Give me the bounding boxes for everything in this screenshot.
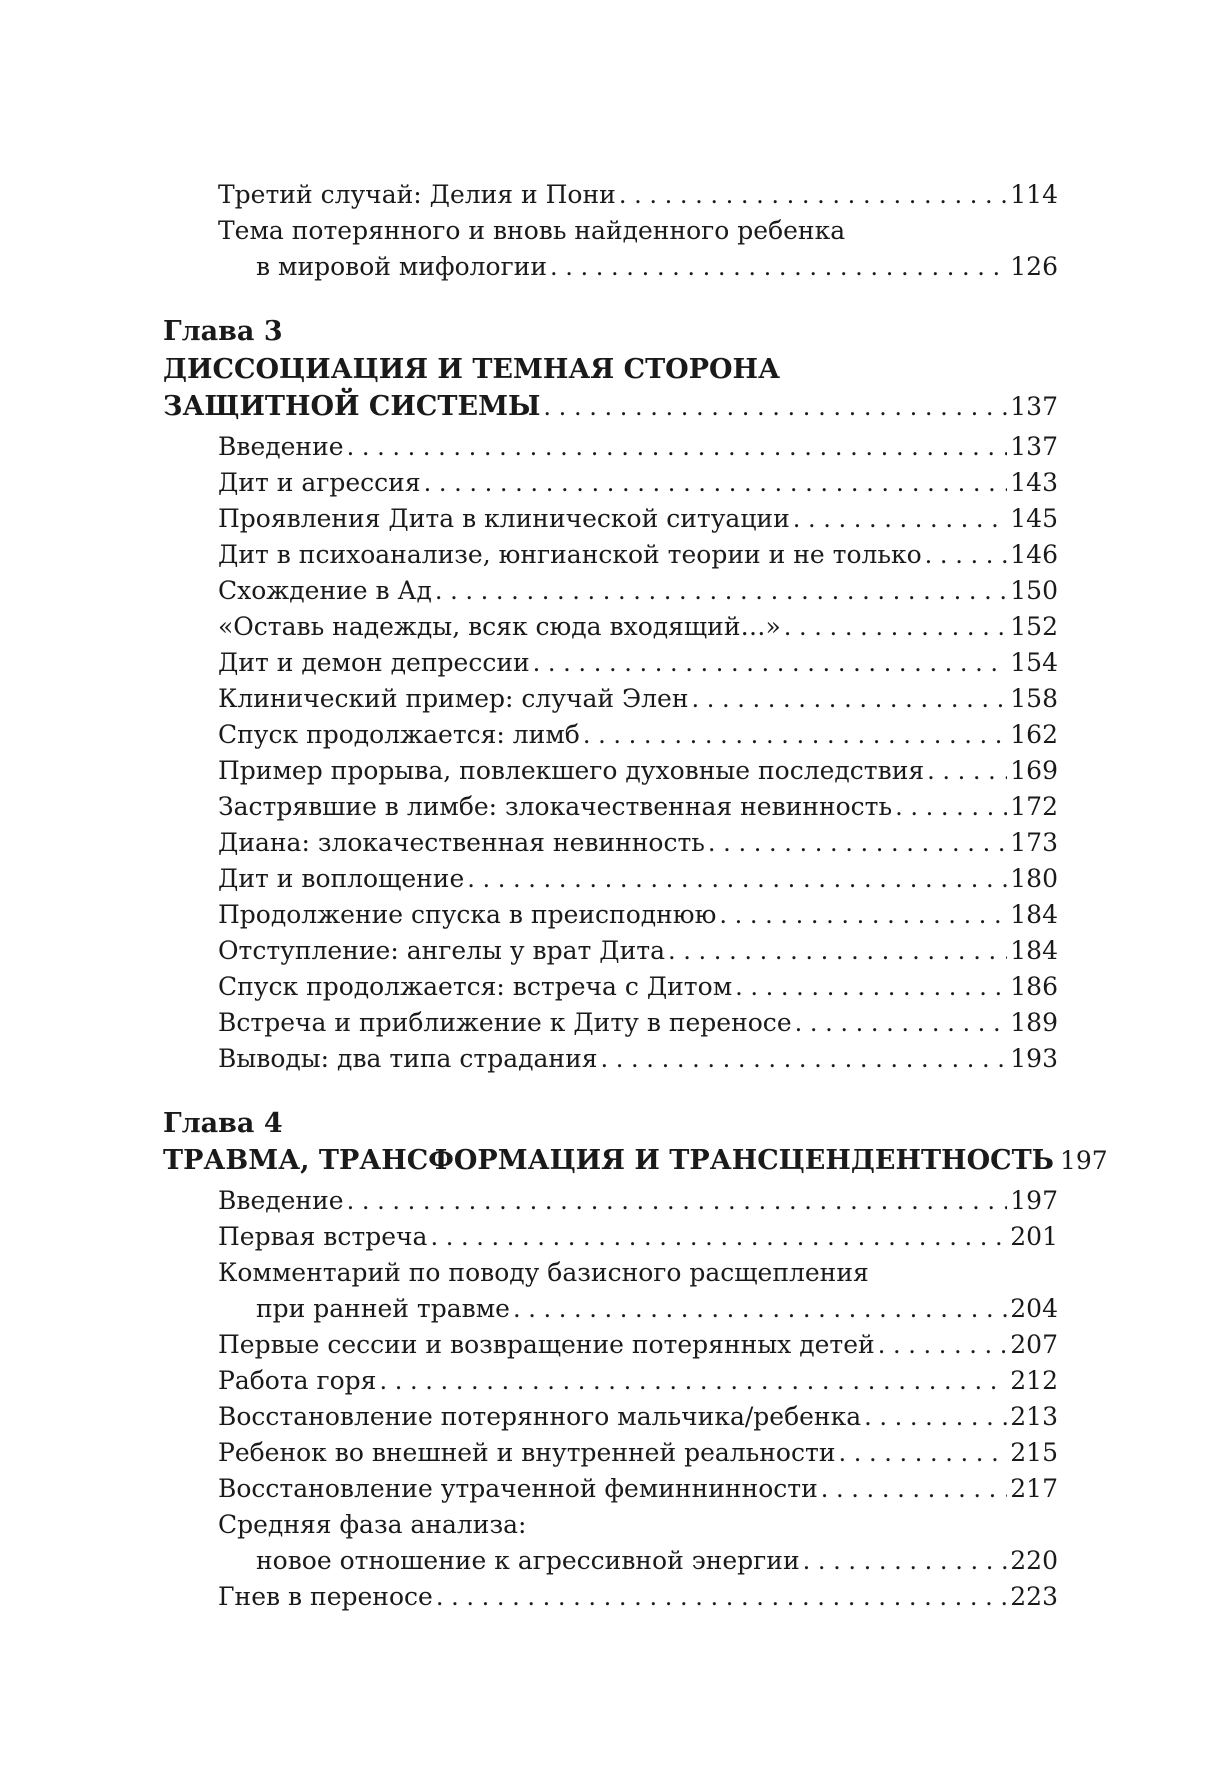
toc-entry [163,969,1058,1005]
toc-entry [163,1327,1058,1363]
toc-entry-page: 126 [1010,252,1058,281]
toc-entry-page: 152 [1010,612,1058,641]
toc-leader-dots [793,501,1008,537]
toc-leader-dots [436,1579,1007,1615]
spacer [163,285,1058,313]
toc-leader-dots [838,1435,1007,1471]
toc-entry [163,753,1058,789]
toc-entry [163,465,1058,501]
toc-entry [163,897,1058,933]
toc-entry-title: Работа горя [218,1366,377,1395]
toc-entry-page: 197 [1010,1186,1058,1215]
toc-entry [163,501,1058,537]
toc-entry-title: Введение [218,1186,344,1215]
toc-entry [163,1579,1058,1615]
toc-entry [163,609,1058,645]
toc-entry [163,717,1058,753]
toc-leader-dots [424,465,1008,501]
chapter-label: Глава 3 [163,316,283,347]
toc-entry-page: 137 [1010,432,1058,461]
toc-leader-dots [430,1219,1007,1255]
toc-entry-title-line: Средняя фаза анализа: [218,1510,527,1539]
chapter-title: ТРАВМА, ТРАНСФОРМАЦИЯ И ТРАНСЦЕНДЕНТНОСТЬ [163,1145,1054,1176]
table-of-contents [163,177,1108,1615]
toc-entry-title-line: Комментарий по поводу базисного расщепления [218,1258,869,1287]
toc-entry-title: Первые сессии и возвращение потерянных детей [218,1330,875,1359]
toc-entry [163,573,1058,609]
toc-leader-dots [927,753,1007,789]
toc-entry-title: Встреча и приближение к Диту в переносе [218,1008,792,1037]
toc-leader-dots [435,573,1007,609]
toc-entry-page: 189 [1010,1008,1058,1037]
toc-entry [163,1219,1058,1255]
toc-entry [163,1005,1058,1041]
toc-entry-page: 184 [1010,900,1058,929]
chapter-title: ЗАЩИТНОЙ СИСТЕМЫ [163,391,541,422]
toc-leader-dots [347,1183,1008,1219]
spacer [163,1077,1058,1105]
toc-entry-title: Спуск продолжается: встреча с Дитом [218,972,733,1001]
toc-entry-page: 180 [1010,864,1058,893]
toc-entry-page: 213 [1010,1402,1058,1431]
toc-entry [163,645,1058,681]
toc-entry-title: Проявления Дита в клинической ситуации [218,504,790,533]
toc-entry-page: 172 [1010,792,1058,821]
toc-entry-title: Отступление: ангелы у врат Дита [218,936,666,965]
toc-entry [163,177,1058,213]
toc-leader-dots [583,717,1007,753]
toc-entry-page: 215 [1010,1438,1058,1467]
toc-entry-title: Пример прорыва, повлекшего духовные последствия [218,756,925,785]
toc-leader-dots [895,789,1007,825]
toc-entry-title: Клинический пример: случай Элен [218,684,689,713]
toc-leader-dots [821,1471,1008,1507]
toc-entry-page: 193 [1010,1044,1058,1073]
chapter-title-entry [163,1143,1108,1179]
toc-leader-dots [467,861,1007,897]
toc-entry-title: Введение [218,432,344,461]
toc-leader-dots [513,1291,1007,1327]
toc-entry-page: 154 [1010,648,1058,677]
chapter-page: 137 [1010,392,1058,421]
toc-entry [163,1041,1058,1077]
toc-entry-title: Выводы: два типа страдания [218,1044,598,1073]
toc-entry-page: 169 [1010,756,1058,785]
toc-entry-page: 143 [1010,468,1058,497]
toc-entry-page: 204 [1010,1294,1058,1323]
toc-entry-page: 114 [1010,180,1058,209]
toc-leader-dots [878,1327,1008,1363]
toc-leader-dots [708,825,1007,861]
toc-leader-dots [379,1363,1007,1399]
toc-entry [163,1435,1058,1471]
toc-entry [163,537,1058,573]
toc-entry-title: Гнев в переносе [218,1582,433,1611]
toc-entry [163,1471,1058,1507]
toc-entry-title: Продолжение спуска в преисподнюю [218,900,717,929]
toc-entry-page: 145 [1010,504,1058,533]
toc-leader-dots [719,897,1007,933]
chapter-label: Глава 4 [163,1108,283,1139]
toc-leader-dots [601,1041,1008,1077]
toc-entry-title: Дит и воплощение [218,864,465,893]
toc-entry-title: Восстановление потерянного мальчика/ребенка [218,1402,862,1431]
toc-entry-title-line: в мировой мифологии [256,252,548,281]
toc-entry-page: 186 [1010,972,1058,1001]
toc-entry-title: Восстановление утраченной феминнинности [218,1474,818,1503]
toc-entry [163,1183,1058,1219]
toc-leader-dots [668,933,1007,969]
toc-entry [163,249,1058,285]
toc-leader-dots [543,389,1007,425]
toc-entry [163,1291,1058,1327]
toc-entry-page: 173 [1010,828,1058,857]
toc-entry-title-line: новое отношение к агрессивной энергии [256,1546,800,1575]
toc-entry-page: 158 [1010,684,1058,713]
toc-entry [163,1543,1058,1579]
toc-leader-dots [533,645,1008,681]
toc-entry [163,933,1058,969]
toc-entry-page: 207 [1010,1330,1058,1359]
toc-entry-title: «Оставь надежды, всяк сюда входящий…» [218,612,781,641]
toc-entry-title: Третий случай: Делия и Пони [218,180,616,209]
toc-entry-title: Дит и демон депрессии [218,648,530,677]
toc-entry-page: 162 [1010,720,1058,749]
toc-entry-page: 220 [1010,1546,1058,1575]
toc-entry-page: 146 [1010,540,1058,569]
toc-leader-dots [784,609,1008,645]
toc-entry [163,861,1058,897]
toc-entry-title: Спуск продолжается: лимб [218,720,580,749]
toc-entry-title: Застрявшие в лимбе: злокачественная невинность [218,792,893,821]
toc-entry-title: Диана: злокачественная невинность [218,828,705,857]
toc-entry [163,429,1058,465]
toc-entry [163,789,1058,825]
toc-entry-page: 217 [1010,1474,1058,1503]
toc-entry-title: Ребенок во внешней и внутренней реальности [218,1438,836,1467]
toc-entry-title: Дит и агрессия [218,468,421,497]
chapter-title: ДИССОЦИАЦИЯ И ТЕМНАЯ СТОРОНА [163,354,781,385]
toc-entry-page: 212 [1010,1366,1058,1395]
toc-entry-title-line: Тема потерянного и вновь найденного ребенка [218,216,846,245]
toc-entry-page: 150 [1010,576,1058,605]
toc-entry-page: 201 [1010,1222,1058,1251]
toc-leader-dots [550,249,1007,285]
toc-entry [163,1399,1058,1435]
toc-entry [163,681,1058,717]
toc-entry [163,825,1058,861]
toc-entry [163,1363,1058,1399]
toc-entry-page: 223 [1010,1582,1058,1611]
chapter-page: 197 [1059,1146,1108,1175]
toc-leader-dots [735,969,1007,1005]
toc-leader-dots [347,429,1008,465]
toc-leader-dots [619,177,1007,213]
toc-leader-dots [803,1543,1008,1579]
toc-entry-title: Дит в психоанализе, юнгианской теории и не только [218,540,922,569]
toc-leader-dots [925,537,1008,573]
toc-entry-title-line: при ранней травме [256,1294,510,1323]
toc-leader-dots [864,1399,1007,1435]
toc-entry-page: 184 [1010,936,1058,965]
toc-entry-title: Первая встреча [218,1222,428,1251]
toc-leader-dots [691,681,1007,717]
toc-entry-title: Схождение в Ад [218,576,432,605]
toc-leader-dots [795,1005,1008,1041]
chapter-title-entry [163,389,1058,425]
